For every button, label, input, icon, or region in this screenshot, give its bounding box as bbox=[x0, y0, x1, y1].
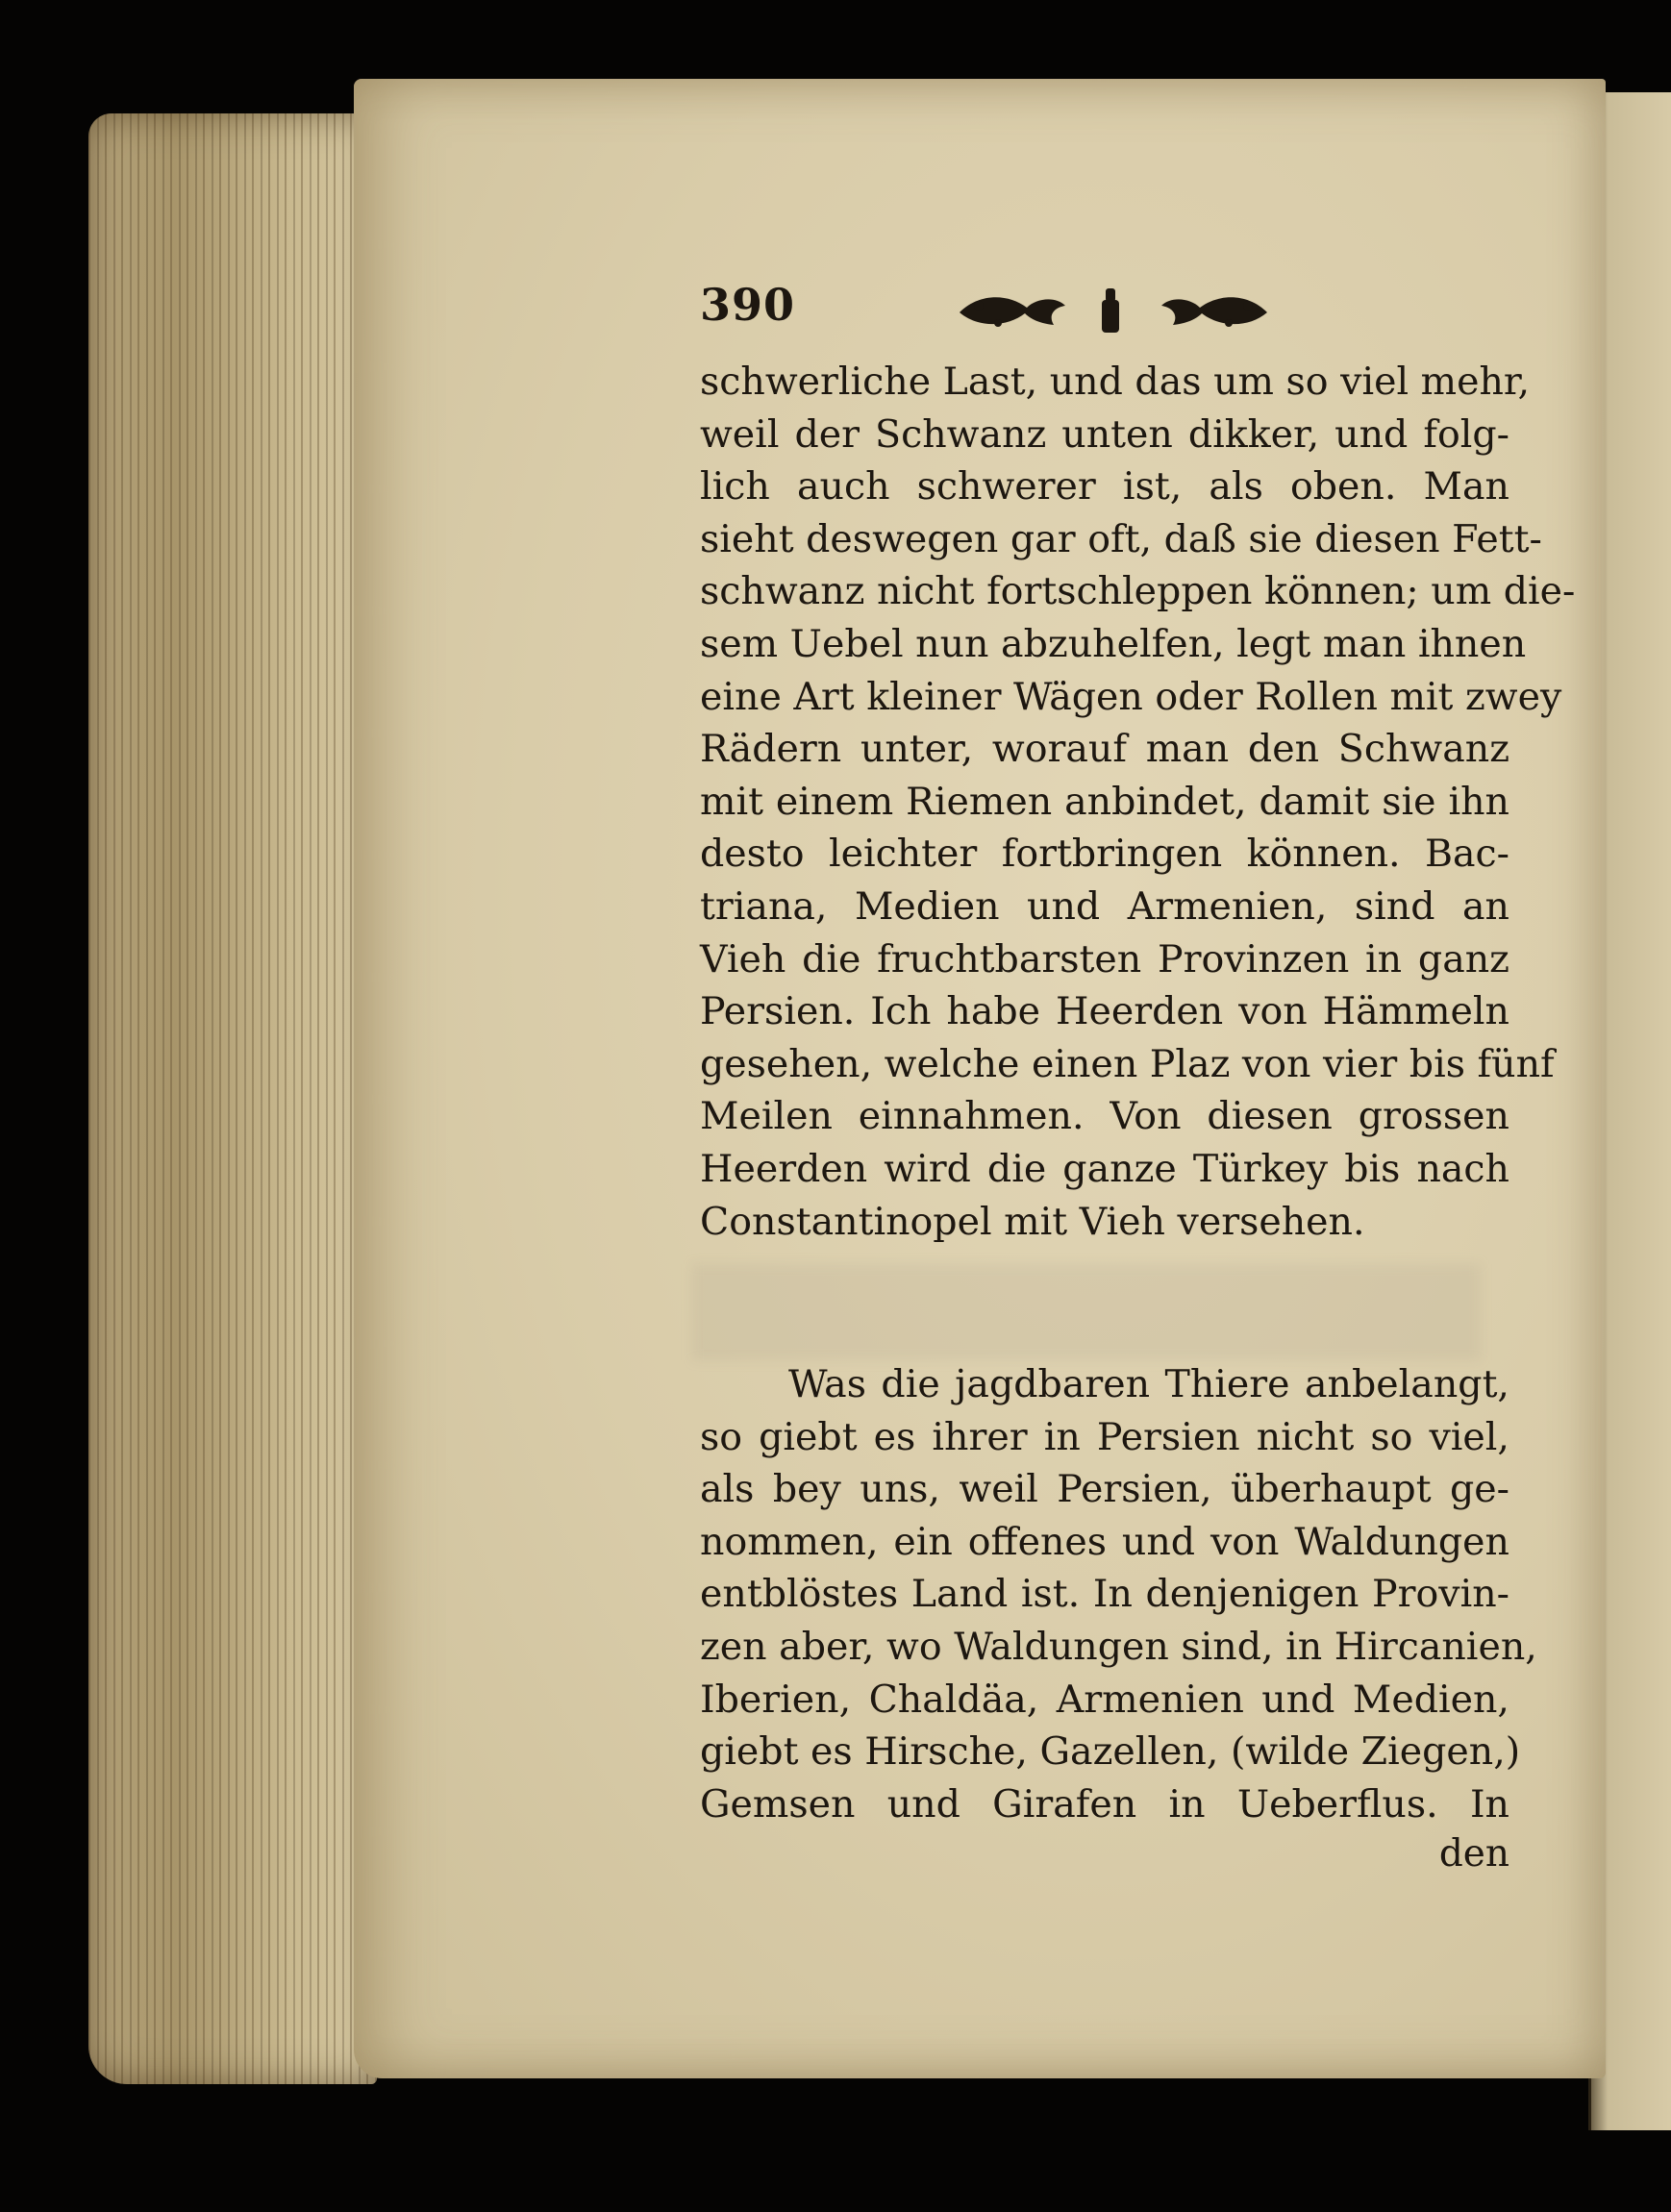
text-line: zen aber, wo Waldungen sind, in Hircanien, bbox=[700, 1625, 1537, 1670]
text-line: Rädern unter, worauf man den Schwanz bbox=[700, 727, 1509, 772]
text-line: Heerden wird die ganze Türkey bis nach bbox=[700, 1146, 1509, 1191]
text-line: nommen, ein offenes und von Waldungen bbox=[700, 1519, 1509, 1564]
text-line: schwerliche Last, und das um so viel mehr, bbox=[700, 360, 1531, 404]
page-header bbox=[700, 279, 1509, 356]
page-content bbox=[700, 279, 1576, 1878]
text-line: sieht deswegen gar oft, daß sie diesen Fett- bbox=[700, 516, 1542, 561]
text-line: weil der Schwanz unten dikker, und folg- bbox=[700, 411, 1509, 457]
text-line: Gemsen und Girafen in Ueberflus. In bbox=[700, 1781, 1509, 1827]
paragraph-1 bbox=[700, 356, 1576, 1248]
text-line: lich auch schwerer ist, als oben. Man bbox=[700, 464, 1509, 510]
text-line: schwanz nicht fortschleppen können; um die- bbox=[700, 569, 1576, 614]
text-line: Constantinopel mit Vieh versehen. bbox=[700, 1199, 1365, 1244]
text-line: gesehen, welche einen Plaz von vier bis fünf bbox=[700, 1041, 1555, 1086]
text-line: Was die jagdbaren Thiere anbelangt, bbox=[788, 1362, 1509, 1407]
text-line: eine Art kleiner Wägen oder Rollen mit zwey bbox=[700, 674, 1562, 719]
page-number: 390 bbox=[700, 279, 796, 331]
text-line: desto leichter fortbringen können. Bac- bbox=[700, 832, 1509, 877]
text-line: so giebt es ihrer in Persien nicht so viel, bbox=[700, 1414, 1509, 1459]
text-line: Meilen einnahmen. Von diesen grossen bbox=[700, 1094, 1509, 1139]
text-line: als bey uns, weil Persien, überhaupt ge- bbox=[700, 1467, 1509, 1512]
text-line: Iberien, Chaldäa, Armenien und Medien, bbox=[700, 1677, 1509, 1722]
paragraph-gap bbox=[700, 1248, 1509, 1358]
page-edges bbox=[88, 113, 377, 2084]
text-line: sem Uebel nun abzuhelfen, legt man ihnen bbox=[700, 621, 1527, 666]
text-line: entblöstes Land ist. In denjenigen Provin- bbox=[700, 1572, 1509, 1617]
text-line: Vieh die fruchtbarsten Provinzen in ganz bbox=[700, 936, 1509, 982]
text-line: Persien. Ich habe Heerden von Hämmeln bbox=[700, 989, 1509, 1034]
text-line: triana, Medien und Armenien, sind an bbox=[700, 883, 1509, 929]
paragraph-2 bbox=[700, 1358, 1537, 1830]
text-line: giebt es Hirsche, Gazellen, (wilde Ziegen,) bbox=[700, 1729, 1521, 1775]
header-ornament-icon bbox=[940, 279, 1286, 346]
catchword: den bbox=[1438, 1832, 1509, 1876]
text-line: mit einem Riemen anbindet, damit sie ihn bbox=[700, 779, 1509, 824]
